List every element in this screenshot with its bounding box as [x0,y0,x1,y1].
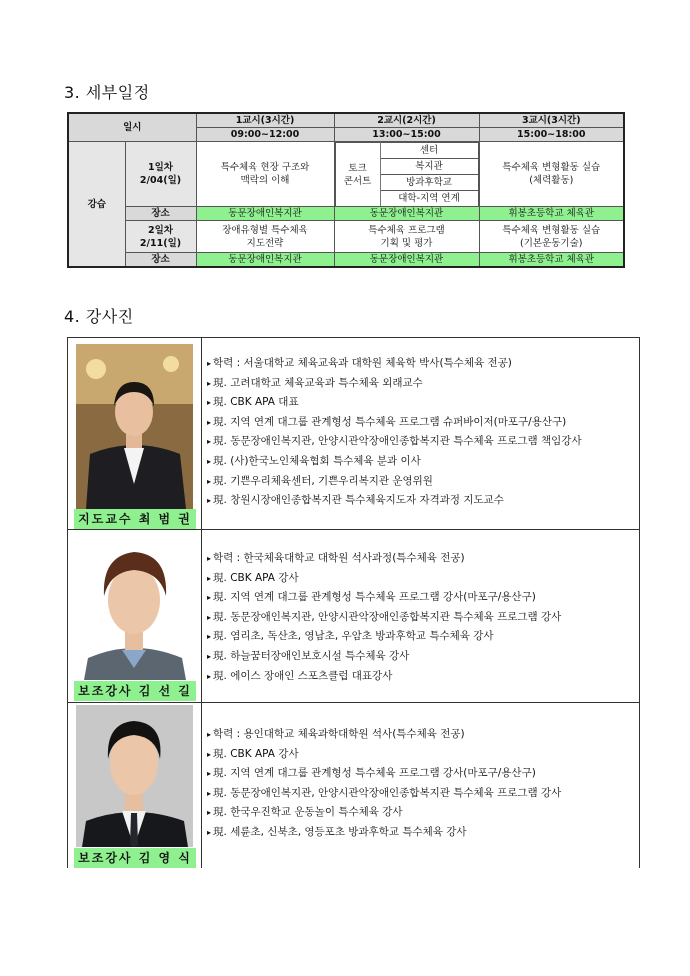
bio-line: ▸ 학력 : 한국체육대학교 대학원 석사과정(특수체육 전공) [207,549,561,569]
day1-date: 2/04(일) [139,175,182,186]
bio-line: ▸ 現. 고려대학교 체육교육과 특수체육 외래교수 [207,374,582,394]
bio-line: ▸ 現. 에이스 장애인 스포츠클럽 대표강사 [207,667,561,687]
bio-line: ▸ 現. 지역 연계 대그룹 관계형성 특수체육 프로그램 강사(마포구/용산구) [207,764,561,784]
bio-line: ▸ 現. 염리초, 독산초, 영남초, 우암초 방과후학교 특수체육 강사 [207,627,561,647]
day1-number: 1일차 [148,162,173,173]
schedule-heading: 3. 세부일정 [64,83,150,102]
instructor-caption: 보조강사 김 선 길 [74,681,196,701]
bio-line: ▸ 現. 동문장애인복지관, 안양시관악장애인종합복지관 특수체육 프로그램 강사 [207,784,561,804]
day1-p3-line2: (체력활동) [529,175,574,186]
talk-item: 복지관 [380,159,478,175]
day2-label [125,221,196,253]
instructor-caption: 지도교수 최 범 권 [74,509,196,529]
talk-item: 대학-지역 연계 [380,191,478,206]
day1-place1: 동문장애인복지관 [196,207,334,221]
talk-concert-label [335,143,380,207]
bio-line: ▸ 現. 하늘꿈터장애인보호시설 특수체육 강사 [207,647,561,667]
instructor-bio [207,725,561,843]
day2-p1-line1: 장애유형별 특수체육 [222,224,308,236]
bio-line: ▸ 現. (사)한국노인체육협회 특수체육 분과 이사 [207,452,582,472]
day2-place1: 동문장애인복지관 [196,253,334,268]
day1-p1-line2: 맥락의 이해 [240,175,290,186]
row-divider [68,702,639,703]
talk-line1: 토크 [348,162,367,174]
bio-line: ▸ 現. 창원시장애인종합복지관 특수체육지도자 자격과정 지도교수 [207,491,582,511]
staff-heading: 4. 강사진 [64,307,134,326]
day2-place2: 동문장애인복지관 [334,253,479,268]
bio-line: ▸ 現. 세륜초, 신북초, 영등포초 방과후학교 특수체육 강사 [207,823,561,843]
bio-line: ▸ 現. 한국우진학교 운동놀이 특수체육 강사 [207,803,561,823]
instructor-photo [76,538,193,680]
day2-number: 2일차 [148,224,173,236]
bio-line: ▸ 학력 : 서울대학교 체육교육과 대학원 체육학 박사(특수체육 전공) [207,354,582,374]
column-divider [201,338,202,868]
header-period2-time: 13:00~15:00 [334,128,479,142]
row-divider [68,529,639,530]
bio-line: ▸ 現. 동문장애인복지관, 안양시관악장애인종합복지관 특수체육 프로그램 강사 [207,608,561,628]
day2-p1-line2: 지도전략 [246,237,284,249]
day1-period3 [479,142,624,207]
bio-line: ▸ 학력 : 용인대학교 체육과학대학원 석사(특수체육 전공) [207,725,561,745]
day1-place2: 동문장애인복지관 [334,207,479,221]
bio-line: ▸ 現. 동문장애인복지관, 안양시관악장애인종합복지관 특수체육 프로그램 책임강사 [207,432,582,452]
instructor-bio [207,549,561,686]
day2-place3: 휘봉초등학교 체육관 [479,253,624,268]
day1-place3: 휘봉초등학교 체육관 [479,207,624,221]
header-period3-time: 15:00~18:00 [479,128,624,142]
day2-p2-line1: 특수체육 프로그램 [368,224,445,236]
header-date: 일시 [68,113,196,142]
talk-line2: 콘서트 [343,175,372,187]
day1-p1-line1: 특수체육 현장 구조와 [220,162,310,173]
instructor-bio [207,354,582,511]
bio-line: ▸ 現. CBK APA 대표 [207,393,582,413]
header-period3: 3교시(3시간) [479,113,624,128]
bio-line: ▸ 現. 지역 연계 대그룹 관계형성 특수체육 프로그램 강사(마포구/용산구) [207,588,561,608]
talk-item: 센터 [380,143,478,159]
bio-line: ▸ 現. CBK APA 강사 [207,745,561,765]
day1-period2 [334,142,479,207]
day1-p3-line1: 특수체육 변형활동 실습 [502,162,601,173]
instructor-photo [76,705,193,847]
bio-line: ▸ 現. 지역 연계 대그룹 관계형성 특수체육 프로그램 슈퍼바이저(마포구/용산구) [207,413,582,433]
header-period2: 2교시(2시간) [334,113,479,128]
instructor-panel [67,337,640,868]
day2-period1 [196,221,334,253]
day2-p2-line2: 기획 및 평가 [380,237,433,249]
day2-period2 [334,221,479,253]
day2-date: 2/11(일) [139,237,182,249]
instructor-photo [76,344,193,509]
day2-p3-line2: (기본운동기술) [520,237,583,249]
header-period1: 1교시(3시간) [196,113,334,128]
bio-line: ▸ 現. 기쁜우리체육센터, 기쁜우리복지관 운영위원 [207,472,582,492]
day1-label [125,142,196,207]
header-period1-time: 09:00~12:00 [196,128,334,142]
place-label: 장소 [125,207,196,221]
place-label: 장소 [125,253,196,268]
day1-period1 [196,142,334,207]
day2-period3 [479,221,624,253]
instructor-caption: 보조강사 김 영 식 [74,848,196,868]
day2-p3-line1: 특수체육 변형활동 실습 [502,224,601,236]
row-group-label: 강습 [68,142,125,268]
talk-item: 방과후학교 [380,175,478,191]
bio-line: ▸ 現. CBK APA 강사 [207,569,561,589]
schedule-table [67,112,625,268]
